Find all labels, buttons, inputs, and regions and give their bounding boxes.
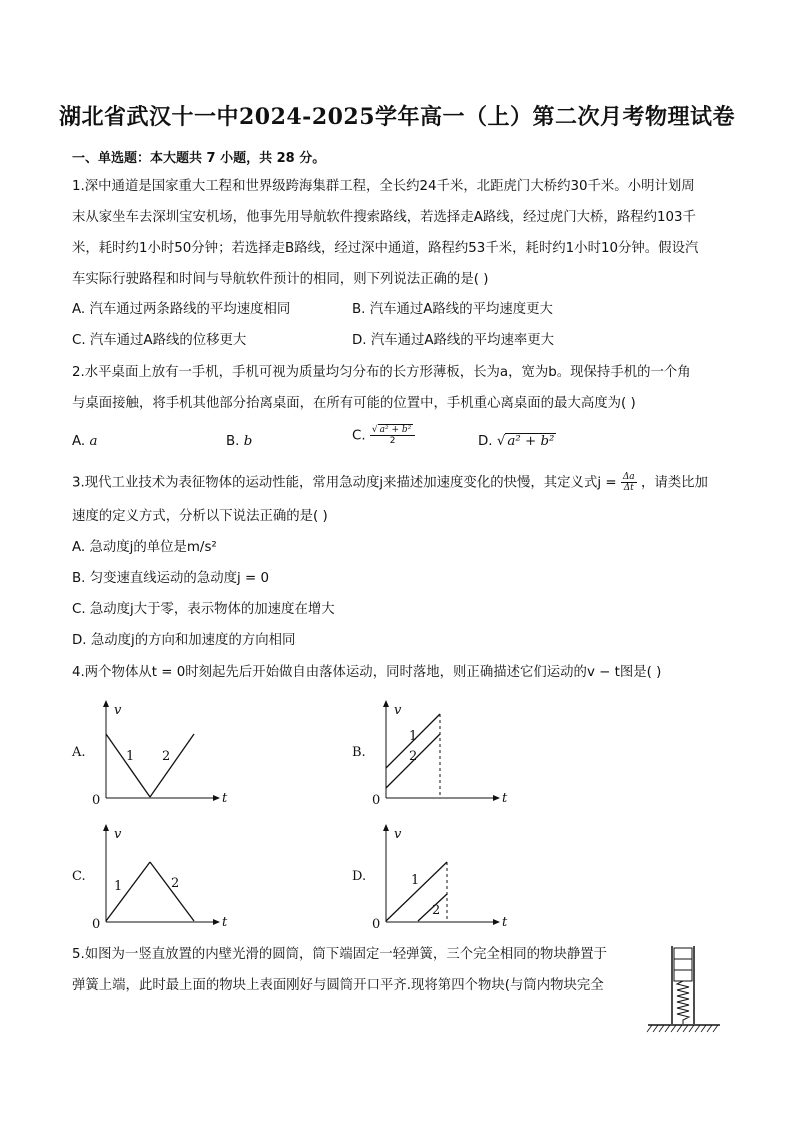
graph-label: A.	[72, 745, 86, 760]
arrow-icon	[383, 824, 389, 831]
q2-line: 与桌面接触，将手机其他部分抬离桌面，在所有可能的位置中，手机重心离桌面的最大高度为( )	[72, 396, 636, 411]
q2-line: 2.水平桌面上放有一手机，手机可视为质量均匀分布的长方形薄板，长为a，宽为b。现保持手机的一个角	[72, 365, 691, 380]
block	[674, 970, 692, 981]
q5-line: 弹簧上端，此时最上面的物块上表面刚好与圆筒开口平齐.现将第四个物块(与筒内物块完全	[72, 978, 604, 993]
axis-label-t: t	[502, 791, 508, 806]
arrow-icon	[383, 700, 389, 707]
q1-line: 米，耗时约1小时50分钟；若选择走B路线，经过深中通道，路程约53千米，耗时约1小时10分钟。假设汽	[72, 241, 699, 256]
graph-label: C.	[72, 869, 86, 884]
arrow-icon	[103, 824, 109, 831]
q1-option-b[interactable]: B. 汽车通过A路线的平均速度更大	[352, 302, 553, 317]
line-label-2: 2	[162, 749, 171, 764]
q1-line: 车实际行驶路程和时间与导航软件预计的相同，则下列说法正确的是( )	[72, 272, 489, 287]
line-label-1: 1	[126, 749, 135, 764]
line-2	[150, 734, 194, 797]
line-label-1: 1	[411, 873, 420, 888]
arrow-icon	[213, 919, 220, 925]
ground-hatch	[647, 1025, 718, 1032]
q2-option-c[interactable]: C. $\frac{\text{√ a² + b²}}{2}$	[352, 425, 415, 447]
q4-graph-c[interactable]	[68, 822, 238, 934]
q4-graph-b[interactable]	[348, 698, 518, 810]
arrow-icon	[493, 795, 500, 801]
origin-label: 0	[372, 793, 381, 808]
section-heading: 一、单选题：本大题共 7 小题，共 28 分。	[72, 151, 326, 166]
q3-line: 速度的定义方式，分析以下说法正确的是( )	[72, 509, 328, 524]
q5-line: 5.如图为一竖直放置的内壁光滑的圆筒，筒下端固定一轻弹簧，三个完全相同的物块静置于	[72, 947, 608, 962]
axis-label-t: t	[222, 791, 228, 806]
q1-line: 末从家坐车去深圳宝安机场，他事先用导航软件搜索路线，若选择走A路线，经过虎门大桥，路程约103千	[72, 210, 696, 225]
line-label-1: 1	[114, 879, 123, 894]
axis-label-v: v	[114, 827, 122, 842]
arrow-icon	[493, 919, 500, 925]
line-2	[150, 862, 194, 921]
q2-option-a[interactable]: A. a	[72, 434, 98, 449]
fraction: $\frac{\text{√ a² + b²}}{2}$	[370, 425, 415, 446]
q4-graph-d[interactable]	[348, 822, 518, 934]
line-1	[106, 862, 150, 921]
axis-label-v: v	[114, 703, 122, 718]
q1-option-a[interactable]: A. 汽车通过两条路线的平均速度相同	[72, 302, 291, 317]
q1-option-d[interactable]: D. 汽车通过A路线的平均速率更大	[352, 333, 555, 348]
arrow-icon	[103, 700, 109, 707]
q4-line: 4.两个物体从t = 0时刻起先后开始做自由落体运动，同时落地，则正确描述它们运动的v − t图是( )	[72, 665, 662, 680]
graph-label: D.	[352, 869, 367, 884]
fraction: $\frac{\Delta a}{\Delta t}$	[622, 472, 635, 493]
line-label-2: 2	[409, 749, 418, 764]
axis-label-v: v	[394, 703, 402, 718]
line-label-1: 1	[409, 729, 418, 744]
axis-label-t: t	[222, 915, 228, 930]
block	[674, 959, 692, 970]
page-title: 湖北省武汉十一中2024-2025学年高一（上）第二次月考物理试卷	[58, 104, 736, 130]
origin-label: 0	[372, 917, 381, 932]
q4-graph-a[interactable]	[68, 698, 238, 810]
graph-label: B.	[352, 745, 366, 760]
block	[674, 948, 692, 959]
arrow-icon	[213, 795, 220, 801]
line-label-2: 2	[171, 876, 180, 891]
q3-option-c[interactable]: C. 急动度j大于零，表示物体的加速度在增大	[72, 602, 335, 617]
axis-label-v: v	[394, 827, 402, 842]
q3-option-a[interactable]: A. 急动度j的单位是m/s²	[72, 540, 217, 555]
q3-line: 3.现代工业技术为表征物体的运动性能，常用急动度j来描述加速度变化的快慢，其定义式j = $\frac{\Delta a}{\Delta t}$ ，请类比加	[72, 472, 708, 493]
line-label-2: 2	[432, 903, 441, 918]
origin-label: 0	[92, 793, 101, 808]
origin-label: 0	[92, 917, 101, 932]
q3-option-d[interactable]: D. 急动度j的方向和加速度的方向相同	[72, 633, 296, 648]
q3-option-b[interactable]: B. 匀变速直线运动的急动度j = 0	[72, 571, 269, 586]
cylinder-spring-figure	[644, 940, 724, 1038]
q2-option-d[interactable]: D. √ a² + b²	[478, 434, 555, 449]
line-1	[106, 734, 150, 797]
axis-label-t: t	[502, 915, 508, 930]
q1-option-c[interactable]: C. 汽车通过A路线的位移更大	[72, 333, 247, 348]
spring	[677, 981, 689, 1024]
q1-line: 1.深中通道是国家重大工程和世界级跨海集群工程，全长约24千米，北距虎门大桥约30千米。小明计划周	[72, 179, 695, 194]
q2-option-b[interactable]: B. b	[226, 434, 253, 449]
